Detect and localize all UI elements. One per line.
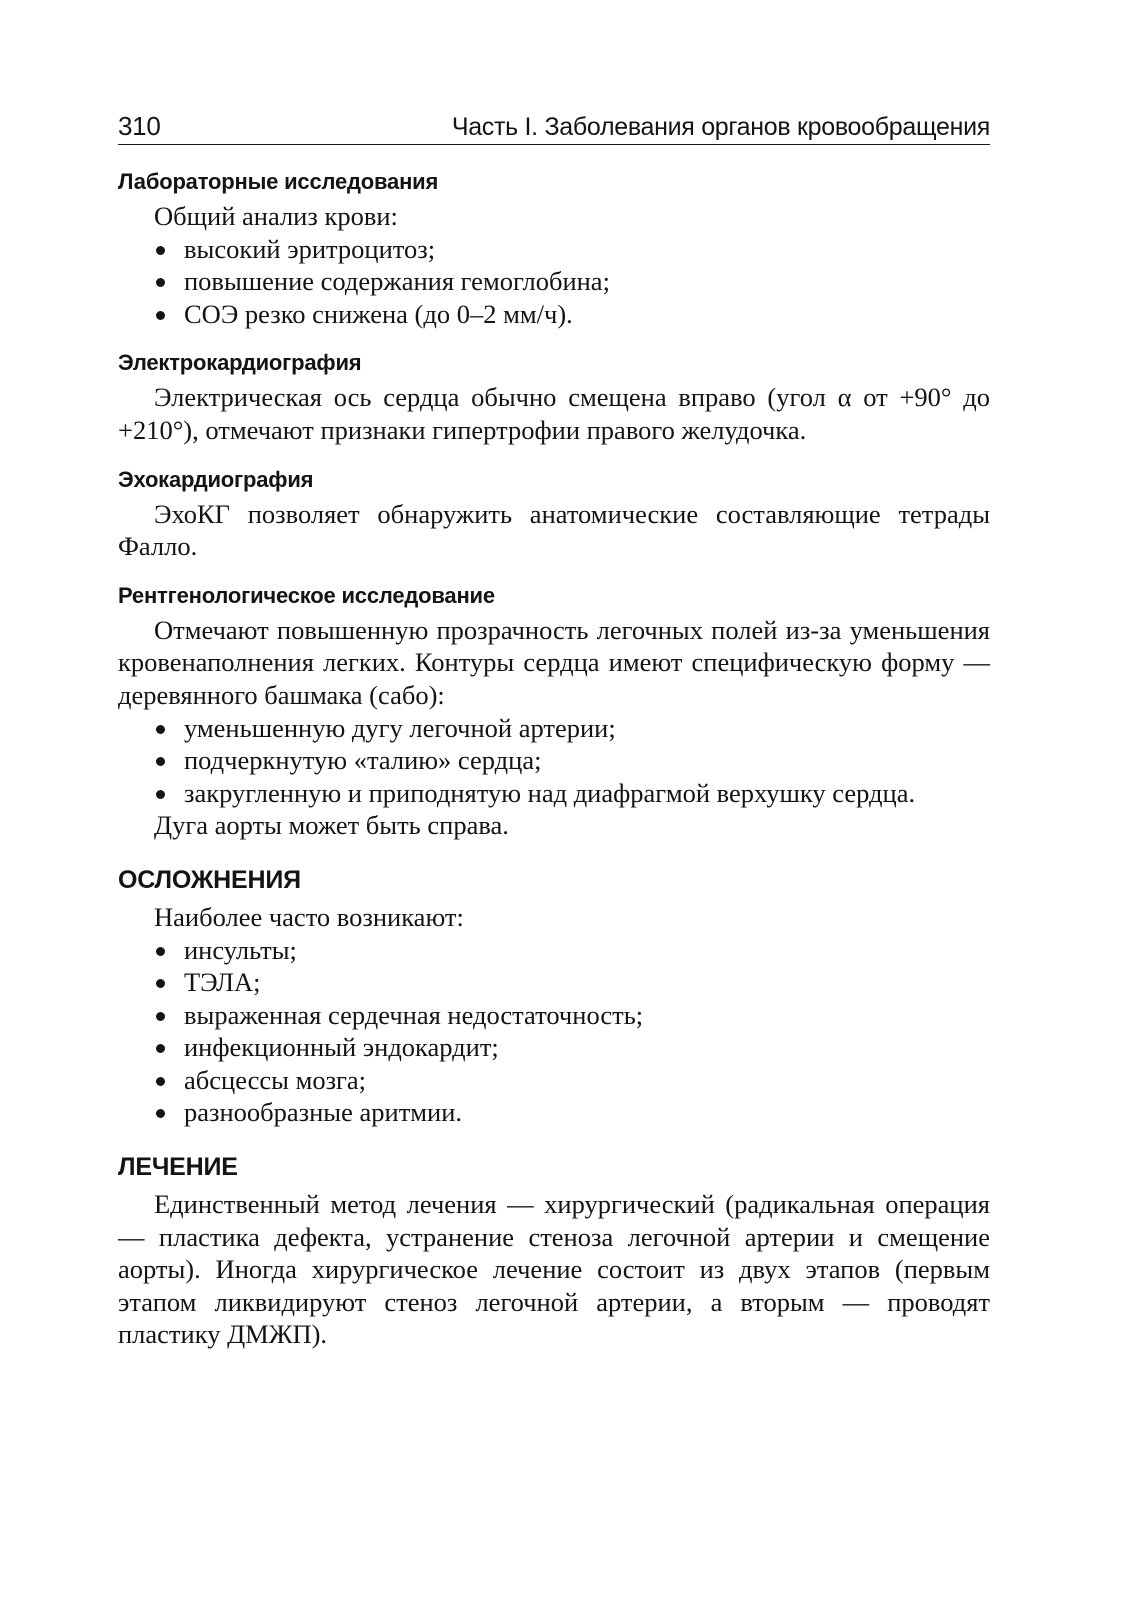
bullet-icon bbox=[156, 1077, 165, 1086]
complications-list bbox=[118, 934, 990, 1130]
bullet-icon bbox=[156, 725, 165, 734]
running-header bbox=[118, 108, 990, 145]
list-item: разнообразные аритмии. bbox=[118, 1096, 990, 1129]
list-item: абсцессы мозга; bbox=[118, 1064, 990, 1097]
complications-heading: ОСЛОЖНЕНИЯ bbox=[118, 865, 301, 894]
section-treatment bbox=[118, 1151, 990, 1351]
echo-paragraph: ЭхоКГ позволяет обнаружить анатомические составляющие тетрады Фалло. bbox=[118, 498, 990, 562]
xray-after: Дуга аорты может быть справа. bbox=[154, 810, 509, 841]
bullet-icon bbox=[156, 1044, 165, 1053]
treatment-heading: ЛЕЧЕНИЕ bbox=[118, 1153, 238, 1182]
ecg-paragraph: Электрическая ось сердца обычно смещена вправо (угол α от +90° до +210°), отмечают признаки гипертрофии правого желудочка. bbox=[118, 382, 990, 445]
lab-heading: Лабораторные исследования bbox=[118, 169, 439, 194]
treatment-paragraph: Единственный метод лечения — хирургический (радикальная операция — пластика дефекта, устранение стеноза легочной артерии и смещение аорты). Иногда хирургическое лечение состоит из двух этапов (первым этапом ликвидируют стеноз легочной артерии, а вторым — проводят пластику ДМЖП). bbox=[118, 1189, 990, 1350]
bullet-icon bbox=[156, 278, 165, 287]
section-xray bbox=[118, 579, 990, 842]
list-item: закругленную и приподнятую над диафрагмой верхушку сердца. bbox=[118, 777, 990, 810]
complications-lead: Наиболее часто возникают: bbox=[154, 901, 464, 932]
bullet-icon bbox=[156, 1109, 165, 1118]
echo-heading: Эхокардиография bbox=[118, 466, 314, 492]
list-item: инсульты; bbox=[118, 934, 990, 967]
bullet-icon bbox=[156, 246, 165, 255]
book-page bbox=[118, 108, 990, 1351]
bullet-icon bbox=[156, 947, 165, 956]
page-number: 310 bbox=[118, 111, 161, 141]
lab-lead: Общий анализ крови: bbox=[154, 201, 398, 231]
bullet-icon bbox=[156, 979, 165, 988]
xray-heading: Рентгенологическое исследование bbox=[118, 582, 495, 608]
list-item: уменьшенную дугу легочной артерии; bbox=[118, 712, 990, 745]
list-item: выраженная сердечная недостаточность; bbox=[118, 999, 990, 1032]
list-item: повышение содержания гемоглобина; bbox=[118, 265, 990, 298]
list-item: инфекционный эндокардит; bbox=[118, 1031, 990, 1064]
lab-list bbox=[118, 233, 990, 331]
xray-paragraph: Отмечают повышенную прозрачность легочных полей из-за уменьшения кровенаполнения легких. Контуры сердца имеют специфическую форму — деревянного башмака (сабо): bbox=[118, 614, 990, 710]
list-item: СОЭ резко снижена (до 0–2 мм/ч). bbox=[118, 298, 990, 331]
ecg-heading: Электрокардиография bbox=[118, 350, 362, 376]
section-lab bbox=[118, 165, 990, 330]
section-echo bbox=[118, 463, 990, 563]
list-item: подчеркнутую «талию» сердца; bbox=[118, 744, 990, 777]
bullet-icon bbox=[156, 790, 165, 799]
xray-list bbox=[118, 712, 990, 810]
section-complications bbox=[118, 864, 990, 1129]
list-item: ТЭЛА; bbox=[118, 966, 990, 999]
list-item: высокий эритроцитоз; bbox=[118, 233, 990, 266]
bullet-icon bbox=[156, 757, 165, 766]
bullet-icon bbox=[156, 1012, 165, 1021]
section-ecg bbox=[118, 346, 990, 446]
bullet-icon bbox=[156, 311, 165, 320]
running-title: Часть I. Заболевания органов кровообращения bbox=[451, 113, 990, 141]
